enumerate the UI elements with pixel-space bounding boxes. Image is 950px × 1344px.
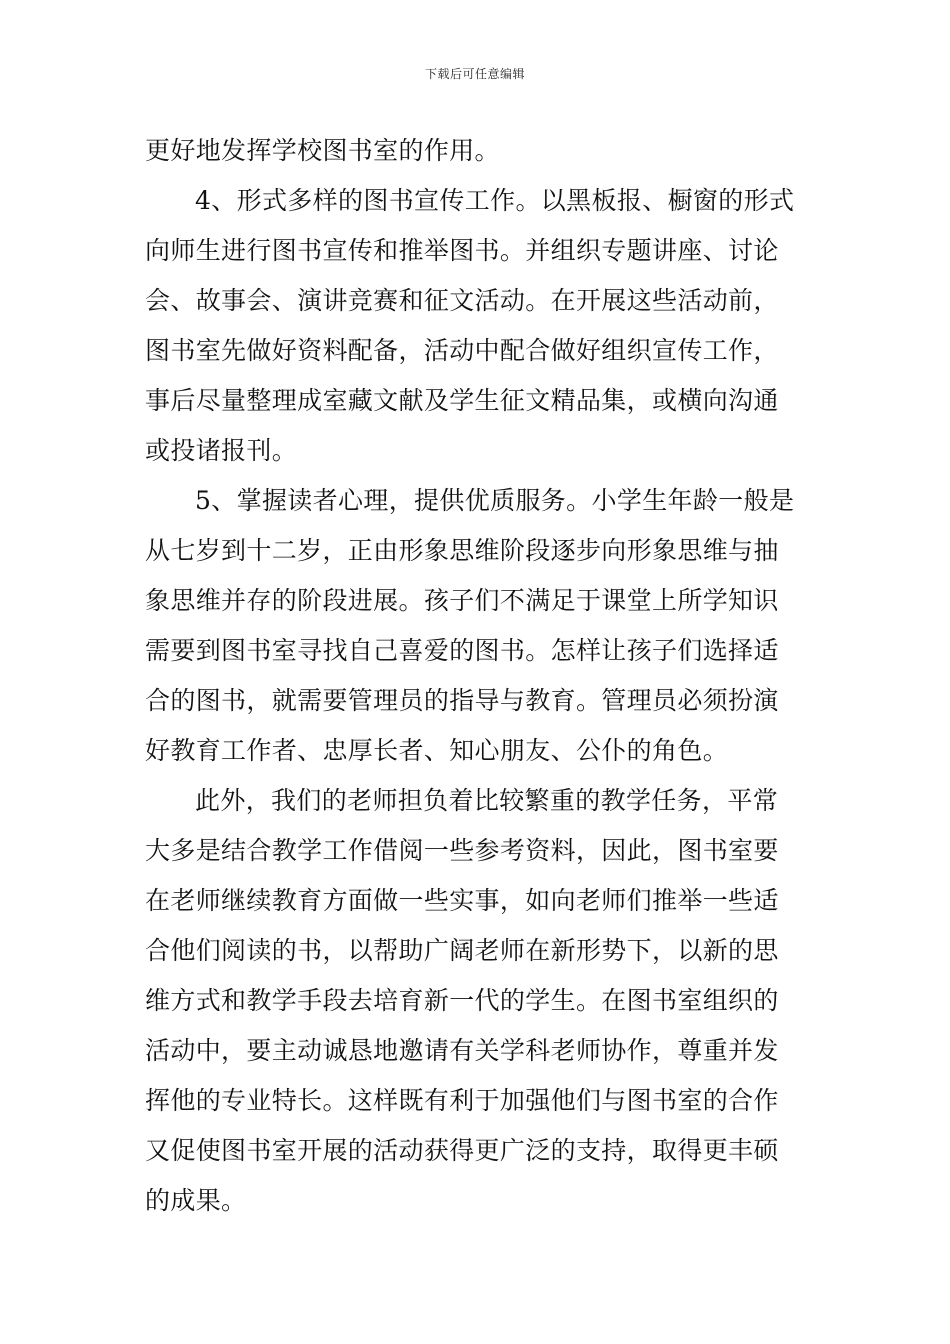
paragraph-start-line: 5、掌握读者心理，提供优质服务。小学生年龄一般是 xyxy=(195,486,795,515)
text-line: 维方式和教学手段去培育新一代的学生。在图书室组织的 xyxy=(145,986,779,1015)
paragraph-start-line: 4、形式多样的图书宣传工作。以黑板报、橱窗的形式 xyxy=(195,186,795,215)
text-line: 挥他的专业特长。这样既有利于加强他们与图书室的合作 xyxy=(145,1086,779,1115)
text-line: 需要到图书室寻找自己喜爱的图书。怎样让孩子们选择适 xyxy=(145,636,779,665)
text-line: 象思维并存的阶段进展。孩子们不满足于课堂上所学知识 xyxy=(145,586,779,615)
text-line: 又促使图书室开展的活动获得更广泛的支持，取得更丰硕 xyxy=(145,1136,779,1165)
text-line: 更好地发挥学校图书室的作用。 xyxy=(145,136,500,165)
paragraph-start-line: 此外，我们的老师担负着比较繁重的教学任务，平常 xyxy=(195,786,779,815)
text-line: 在老师继续教育方面做一些实事，如向老师们推举一些适 xyxy=(145,886,779,915)
text-line: 的成果。 xyxy=(145,1186,247,1215)
text-line: 或投诸报刊。 xyxy=(145,436,298,465)
text-line: 从七岁到十二岁，正由形象思维阶段逐步向形象思维与抽 xyxy=(145,536,779,565)
document-body xyxy=(145,126,810,1226)
text-line: 合的图书，就需要管理员的指导与教育。管理员必须扮演 xyxy=(145,686,779,715)
text-line: 会、故事会、演讲竞赛和征文活动。在开展这些活动前， xyxy=(145,286,779,315)
text-line: 活动中，要主动诚恳地邀请有关学科老师协作，尊重并发 xyxy=(145,1036,779,1065)
page-header: 下载后可任意编辑 xyxy=(424,67,525,81)
text-line: 大多是结合教学工作借阅一些参考资料，因此，图书室要 xyxy=(145,836,779,865)
text-line: 好教育工作者、忠厚长者、知心朋友、公仆的角色。 xyxy=(145,736,729,765)
text-line: 事后尽量整理成室藏文献及学生征文精品集，或横向沟通 xyxy=(145,386,779,415)
text-line: 合他们阅读的书，以帮助广阔老师在新形势下，以新的思 xyxy=(145,936,779,965)
text-line: 图书室先做好资料配备，活动中配合做好组织宣传工作， xyxy=(145,336,779,365)
text-line: 向师生进行图书宣传和推举图书。并组织专题讲座、讨论 xyxy=(145,236,779,265)
